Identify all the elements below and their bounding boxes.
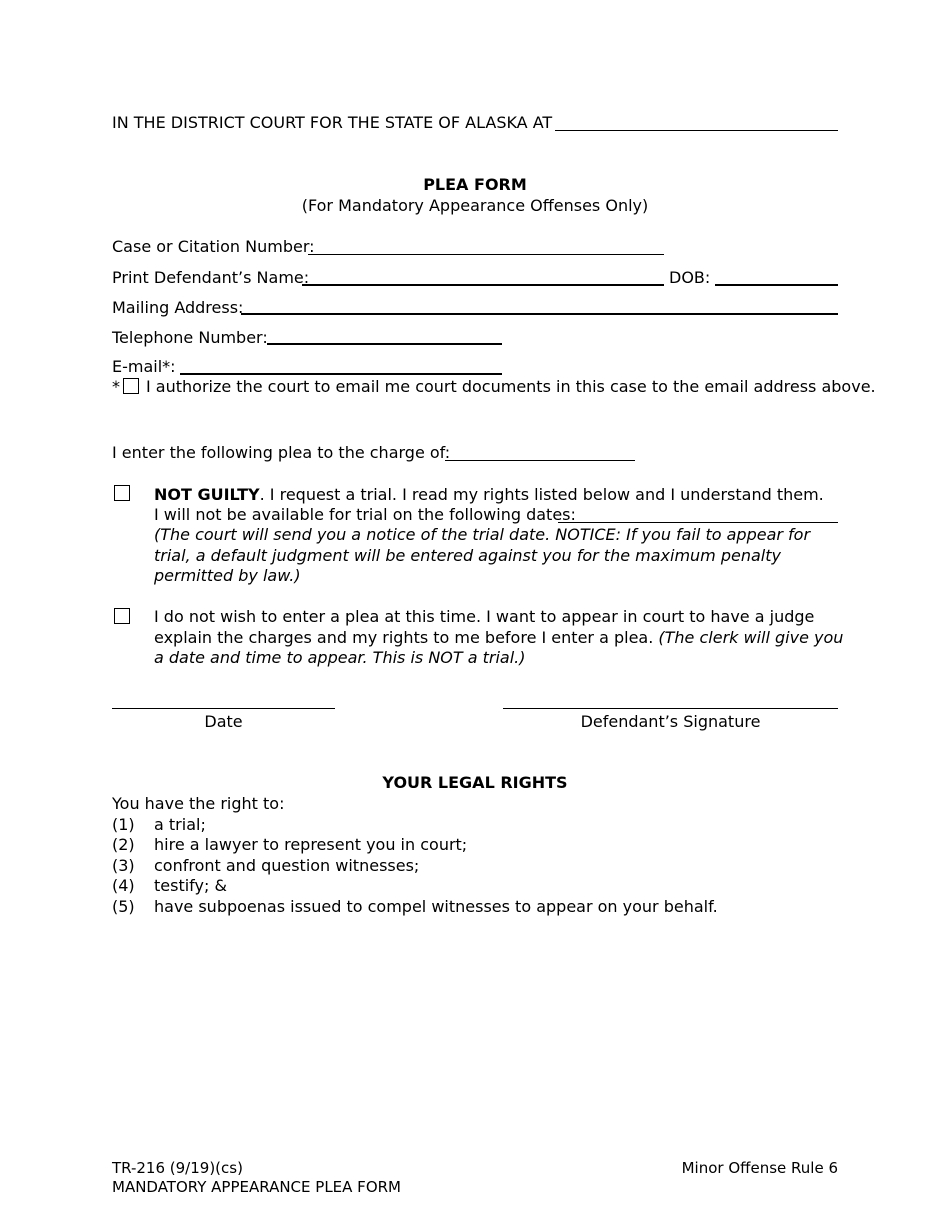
not-guilty-checkbox[interactable]: [114, 485, 130, 501]
form-title: PLEA FORM: [423, 175, 527, 194]
no-plea-checkbox[interactable]: [114, 608, 130, 624]
email-auth-asterisk: *: [112, 377, 120, 396]
unavailable-dates-field[interactable]: [558, 522, 838, 523]
signature-label: Defendant’s Signature: [580, 712, 761, 731]
mailing-address-field[interactable]: [241, 313, 838, 315]
defendant-name-field[interactable]: [302, 284, 664, 286]
charge-label: I enter the following plea to the charge of:: [112, 443, 451, 462]
rights-item-text: have subpoenas issued to compel witnesses to appear on your behalf.: [154, 897, 718, 916]
defendant-name-label: Print Defendant’s Name:: [112, 268, 310, 287]
telephone-field[interactable]: [267, 343, 502, 345]
court-location-line[interactable]: [555, 130, 838, 131]
trial-notice: (The court will send you a notice of the trial date. NOTICE: If you fail to appear for trial, a default judgment will be entered against you for the maximum penalty permitted by law.): [154, 525, 811, 585]
telephone-label: Telephone Number:: [112, 328, 268, 347]
no-plea-text: I do not wish to enter a plea at this time. I want to appear in court to have a judge explain the charges and my rights to me before I enter a plea.: [154, 607, 815, 647]
case-number-label: Case or Citation Number:: [112, 237, 315, 256]
rights-item-text: a trial;: [154, 815, 206, 834]
email-field[interactable]: [180, 373, 502, 375]
rights-item-text: testify; &: [154, 876, 227, 895]
dob-field[interactable]: [715, 284, 838, 286]
rights-item-number: (2): [112, 835, 135, 854]
unavailable-dates-label: I will not be available for trial on the following dates:: [154, 505, 576, 524]
rights-intro: You have the right to:: [112, 794, 285, 813]
date-label: Date: [204, 712, 243, 731]
date-line[interactable]: [112, 708, 335, 709]
rights-item-number: (4): [112, 876, 135, 895]
email-label: E-mail*:: [112, 357, 176, 376]
case-number-field[interactable]: [308, 254, 664, 255]
rights-item-number: (3): [112, 856, 135, 875]
form-name: MANDATORY APPEARANCE PLEA FORM: [112, 1178, 401, 1196]
dob-label: DOB:: [669, 268, 711, 287]
no-plea-note: (The clerk will give you a date and time to appear. This is NOT a trial.): [154, 627, 844, 667]
rule-reference: Minor Offense Rule 6: [681, 1159, 838, 1177]
rights-heading: YOUR LEGAL RIGHTS: [382, 773, 568, 792]
not-guilty-text: . I request a trial. I read my rights listed below and I understand them.: [259, 485, 824, 504]
mailing-address-label: Mailing Address:: [112, 298, 244, 317]
no-plea-paragraph: [154, 607, 844, 669]
form-subtitle: (For Mandatory Appearance Offenses Only): [301, 196, 649, 215]
not-guilty-line: [154, 485, 824, 504]
email-auth-checkbox[interactable]: [123, 378, 139, 394]
rights-item-number: (5): [112, 897, 135, 916]
court-header: IN THE DISTRICT COURT FOR THE STATE OF ALASKA AT: [112, 113, 553, 132]
email-auth-text: I authorize the court to email me court documents in this case to the email address above.: [146, 377, 876, 396]
not-guilty-label: NOT GUILTY: [154, 485, 260, 504]
signature-line[interactable]: [503, 708, 838, 709]
rights-item-text: hire a lawyer to represent you in court;: [154, 835, 468, 854]
charge-field[interactable]: [445, 460, 635, 461]
rights-item-text: confront and question witnesses;: [154, 856, 420, 875]
rights-item-number: (1): [112, 815, 135, 834]
form-code: TR-216 (9/19)(cs): [112, 1159, 243, 1177]
